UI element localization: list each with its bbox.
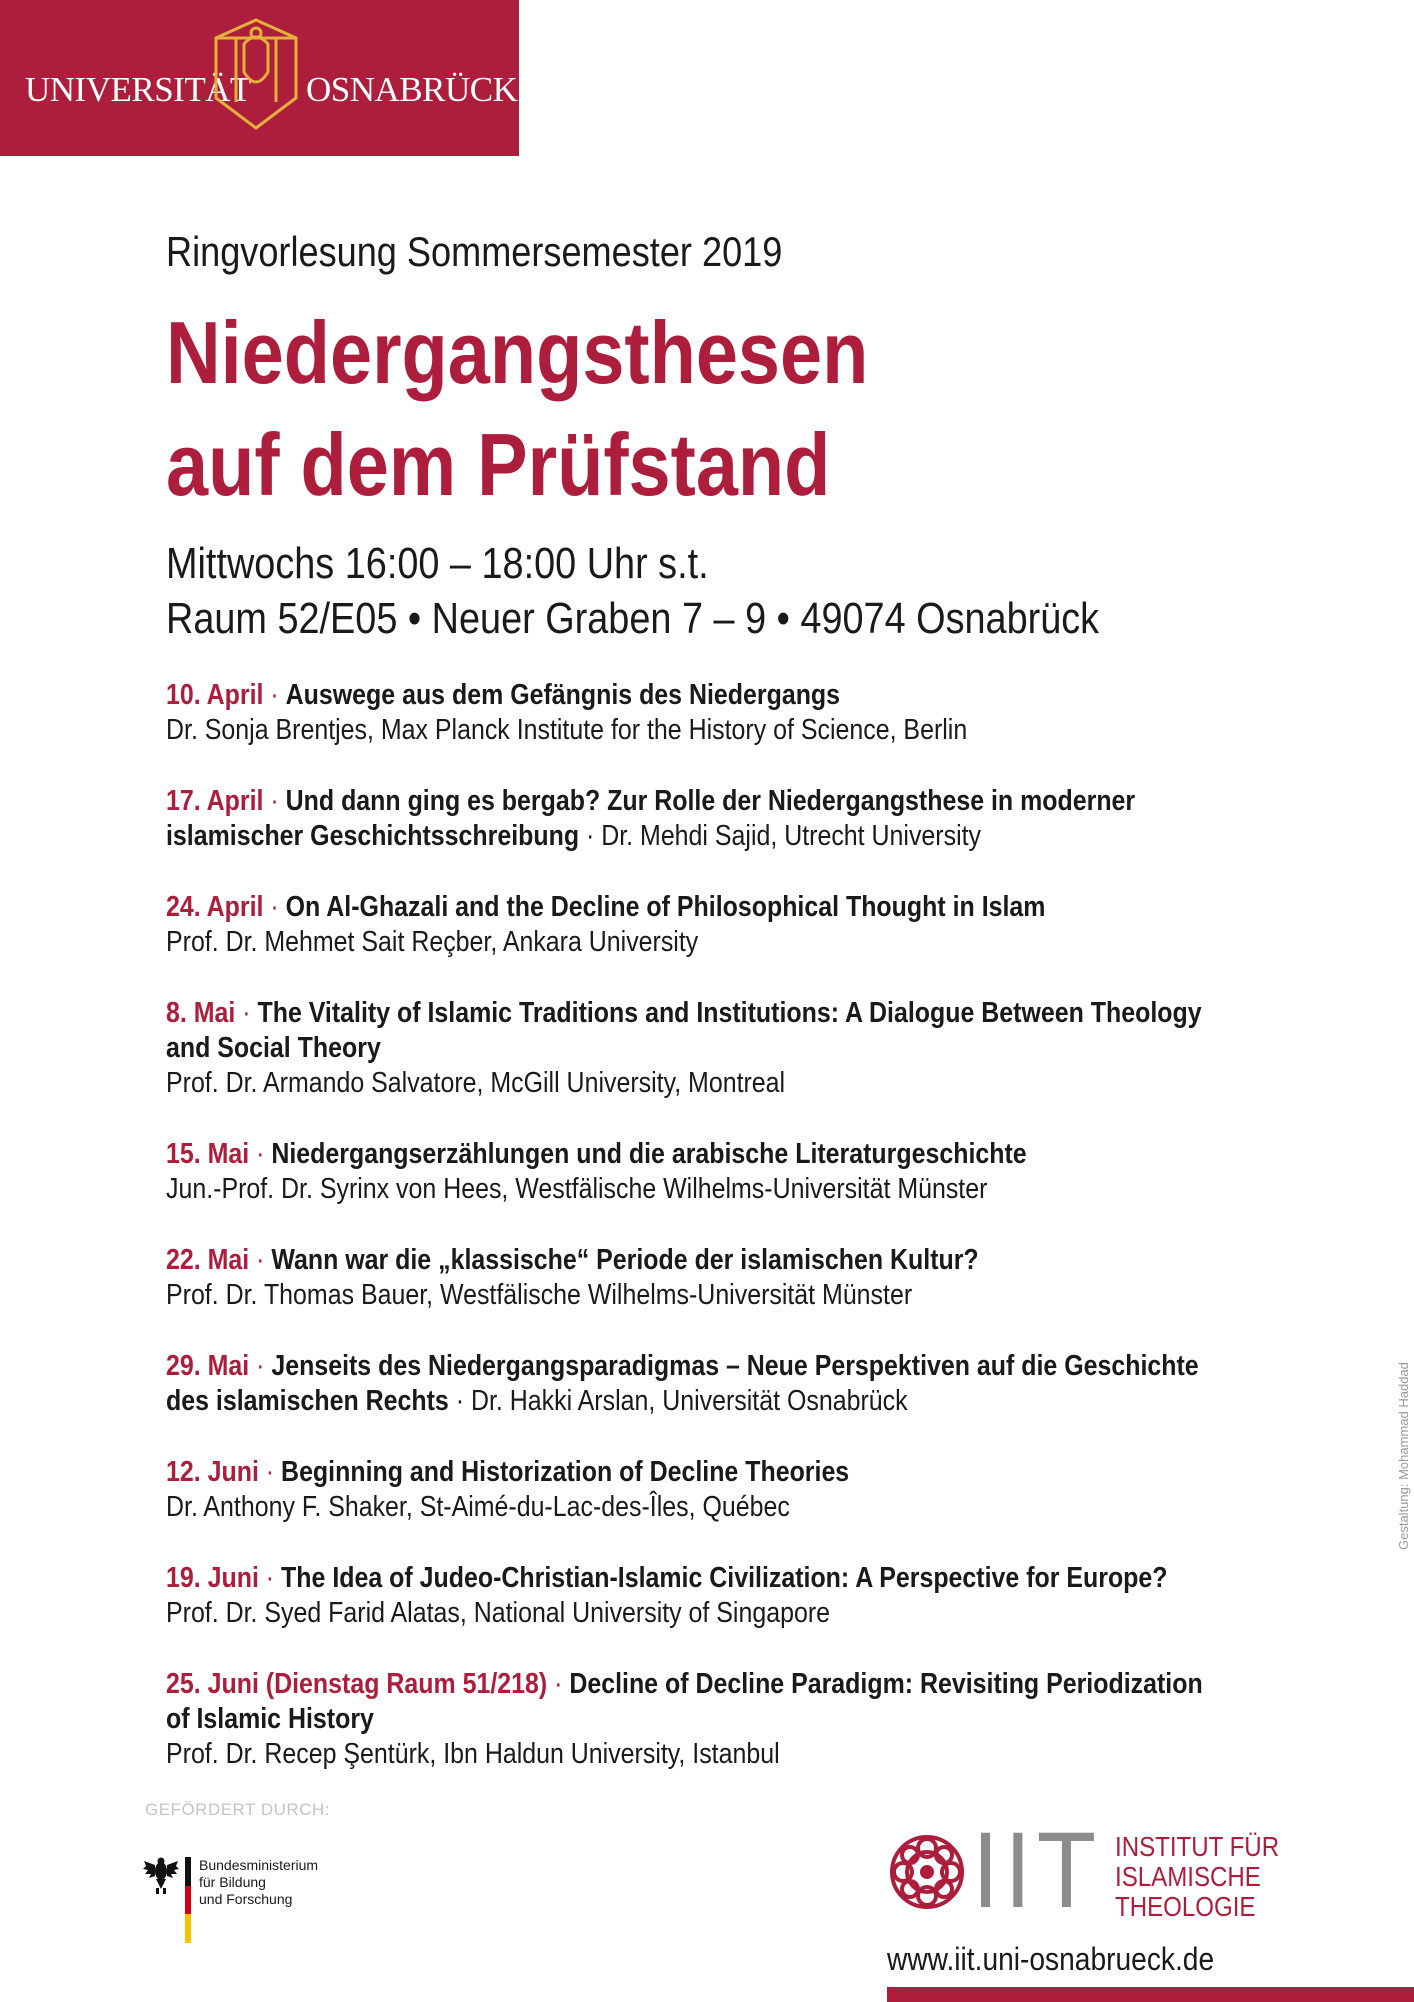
lecture-date: 25. Juni (Dienstag Raum 51/218) (166, 1668, 548, 1700)
lecture-separator: · (547, 1668, 570, 1700)
series-heading: Ringvorlesung Sommersemester 2019 (166, 228, 783, 275)
lecture-title: Und dann ging es bergab? Zur Rolle der Niedergangsthese in moderner islamischer Geschichtsschreibung (166, 785, 1136, 852)
lecture-separator: · (235, 997, 258, 1029)
lecture-date: 17. April (166, 785, 264, 817)
lecture-speaker: Prof. Dr. Syed Farid Alatas, National University of Singapore (166, 1597, 831, 1629)
lecture-list (166, 678, 1224, 1808)
lecture-date: 15. Mai (166, 1138, 250, 1170)
iit-emblem-icon (887, 1832, 967, 1912)
lecture-separator: · (249, 1350, 272, 1382)
institute-name-line: THEOLOGIE (1115, 1891, 1256, 1922)
lecture-separator: · (258, 1562, 282, 1594)
lecture-speaker: Dr. Anthony F. Shaker, St-Aimé-du-Lac-des-Îles, Québec (166, 1491, 790, 1523)
lecture-speaker: Dr. Sonja Brentjes, Max Planck Institute for the History of Science, Berlin (166, 714, 968, 746)
event-location: Raum 52/E05 • Neuer Graben 7 – 9 • 49074 Osnabrück (166, 594, 1100, 643)
lecture-speaker: Prof. Dr. Thomas Bauer, Westfälische Wilhelms-Universität Münster (166, 1279, 913, 1311)
lecture-title: Beginning and Historization of Decline Theories (281, 1456, 850, 1488)
design-credit: Gestaltung: Mohammad Haddad (1396, 1362, 1411, 1550)
lecture-separator: · (263, 785, 286, 817)
institute-url[interactable]: www.iit.uni-osnabrueck.de (887, 1941, 1215, 1977)
lecture-title: Auswege aus dem Gefängnis des Niedergangs (285, 679, 841, 711)
university-seal-icon (210, 16, 302, 132)
lecture-title: On Al-Ghazali and the Decline of Philosophical Thought in Islam (285, 891, 1046, 923)
university-header (0, 0, 519, 156)
university-name-left: UNIVERSITÄT (25, 70, 251, 109)
footer-bar (887, 1987, 1414, 2002)
event-info (166, 536, 1099, 646)
lecture-item (166, 1561, 1224, 1631)
lecture-item (166, 1137, 1224, 1207)
lecture-separator: · (579, 820, 602, 852)
lecture-item (166, 678, 1224, 748)
lecture-date: 29. Mai (166, 1350, 250, 1382)
lecture-item (166, 1243, 1224, 1313)
lecture-speaker: Prof. Dr. Mehmet Sait Reçber, Ankara University (166, 926, 699, 958)
lecture-separator: · (263, 679, 286, 711)
university-name-right: OSNABRÜCK (306, 70, 518, 109)
ministry-line: und Forschung (199, 1891, 293, 1907)
institute-name-line: INSTITUT FÜR (1115, 1831, 1280, 1862)
lecture-title: The Vitality of Islamic Traditions and Institutions: A Dialogue Between Theology and Social Theory (166, 997, 1202, 1064)
german-flag-stripe (185, 1857, 191, 1943)
lecture-date: 19. Juni (166, 1562, 259, 1594)
lecture-title: Decline of Decline Paradigm: Revisiting Periodization of Islamic History (166, 1668, 1203, 1735)
lecture-title: The Idea of Judeo-Christian-Islamic Civilization: A Perspective for Europe? (281, 1562, 1168, 1594)
lecture-speaker: Prof. Dr. Armando Salvatore, McGill University, Montreal (166, 1067, 786, 1099)
lecture-title: Wann war die „klassische“ Periode der islamischen Kultur? (271, 1244, 979, 1276)
lecture-item (166, 784, 1224, 854)
event-time: Mittwochs 16:00 – 18:00 Uhr s.t. (166, 539, 709, 588)
federal-eagle-icon (143, 1855, 179, 1895)
funded-by-label: GEFÖRDERT DURCH: (145, 1800, 330, 1819)
lecture-title: Jenseits des Niedergangsparadigmas – Neue Perspektiven auf die Geschichte des islamischen Rechts (166, 1350, 1199, 1417)
lecture-date: 22. Mai (166, 1244, 250, 1276)
title-line-2: auf dem Prüfstand (166, 415, 831, 514)
lecture-date: 24. April (166, 891, 264, 923)
lecture-item (166, 1349, 1224, 1419)
title-line-1: Niedergangsthesen (166, 303, 869, 402)
lecture-speaker: Jun.-Prof. Dr. Syrinx von Hees, Westfälische Wilhelms-Universität Münster (166, 1173, 988, 1205)
lecture-item (166, 1455, 1224, 1525)
lecture-item (166, 996, 1224, 1101)
lecture-separator: · (249, 1244, 272, 1276)
lecture-separator: · (263, 891, 286, 923)
lecture-date: 8. Mai (166, 997, 236, 1029)
ministry-line: für Bildung (199, 1874, 266, 1890)
lecture-title: Niedergangserzählungen und die arabische Literaturgeschichte (271, 1138, 1027, 1170)
lecture-separator: · (448, 1385, 471, 1417)
poster-title (166, 297, 868, 521)
lecture-separator: · (249, 1138, 272, 1170)
institute-name-line: ISLAMISCHE (1115, 1861, 1261, 1892)
lecture-item (166, 1667, 1224, 1772)
lecture-speaker: Prof. Dr. Recep Şentürk, Ibn Haldun University, Istanbul (166, 1738, 780, 1770)
lecture-separator: · (258, 1456, 282, 1488)
lecture-speaker: Dr. Mehdi Sajid, Utrecht University (601, 820, 982, 852)
lecture-item (166, 890, 1224, 960)
lecture-date: 12. Juni (166, 1456, 259, 1488)
lecture-speaker: Dr. Hakki Arslan, Universität Osnabrück (470, 1385, 908, 1417)
iit-logo-letters: IIT (972, 1809, 1102, 1930)
ministry-name (199, 1857, 318, 1908)
lecture-date: 10. April (166, 679, 264, 711)
ministry-line: Bundesministerium (199, 1857, 319, 1873)
institute-name (1115, 1832, 1279, 1922)
